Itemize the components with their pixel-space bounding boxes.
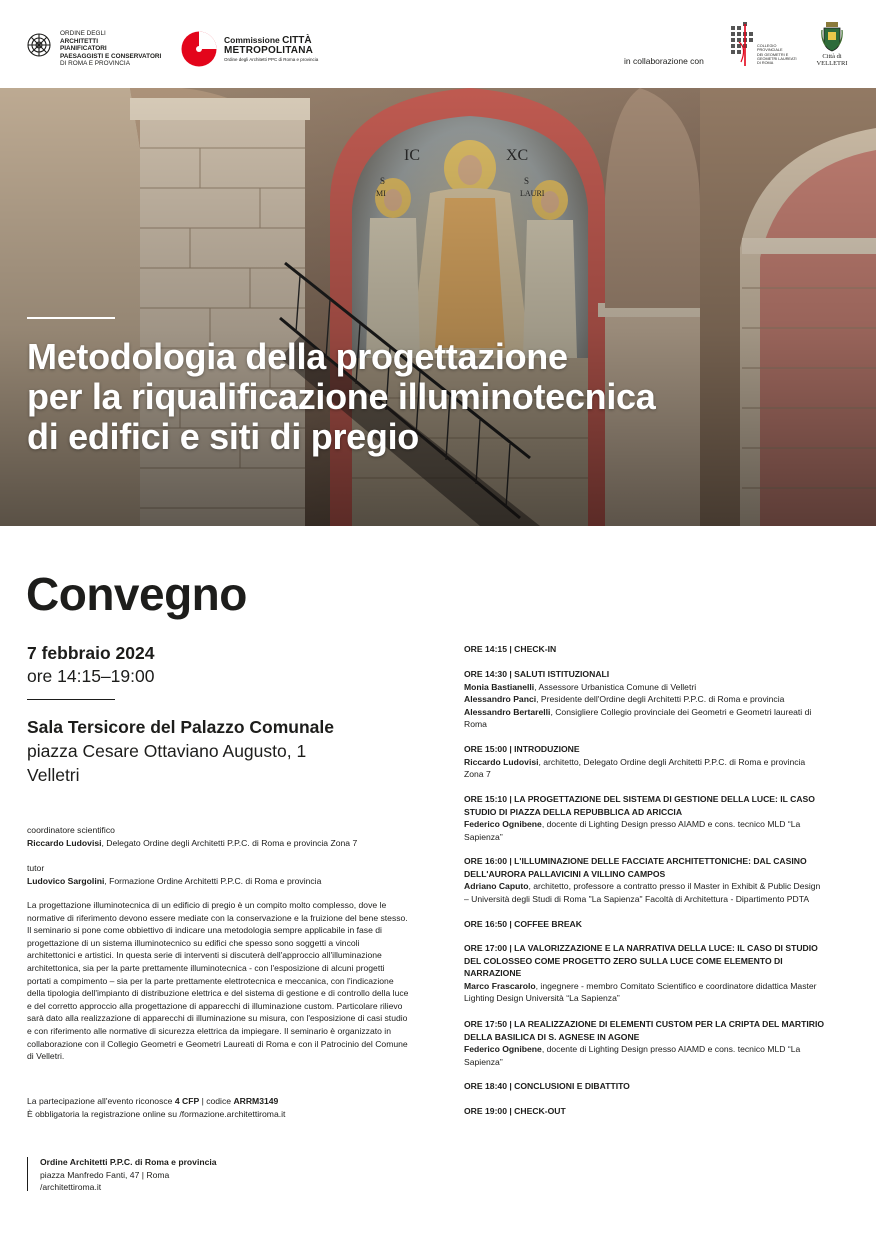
program-conclusions (464, 1080, 846, 1093)
event-venue: Sala Tersicore del Palazzo Comunale (27, 717, 335, 737)
venue-address: piazza Cesare Ottaviano Augusto, 1 (27, 741, 307, 761)
program-checkin (464, 643, 846, 656)
speaker-line (464, 756, 846, 769)
footer-bar (27, 1157, 28, 1191)
program-item-title: NARRAZIONE (464, 968, 522, 979)
speaker-line (464, 1043, 846, 1056)
red-circle-icon (181, 31, 217, 67)
footer-org-name: Ordine Architetti P.P.C. di Roma e provincia (40, 1157, 217, 1167)
speaker-role: , ingegnere - membro Comitato Scientifico e coordinatore didattica Master (535, 980, 817, 991)
event-type-heading: Convegno (26, 568, 247, 620)
speaker-line (464, 980, 846, 993)
credits-info (27, 1095, 278, 1108)
speaker-role: , docente di Lighting Design presso AIAMD e cons. tecnico MLD “La (541, 1044, 801, 1055)
hero-title-rule (27, 317, 115, 319)
tutor-role: , Formazione Ordine Architetti P.P.C. di Roma e provincia (104, 876, 322, 886)
speaker-line (464, 706, 846, 719)
velletri-line1: Città di (822, 53, 842, 60)
coordinator-name: Riccardo Ludovisi (27, 838, 102, 848)
geometri-logo-line: PROVINCIALE (757, 48, 783, 53)
program-item-title: ORE 18:40 | CONCLUSIONI E DIBATTITO (464, 1081, 630, 1091)
footer (40, 1156, 217, 1194)
program-saluti (464, 668, 846, 731)
coordinator-label: coordinatore scientifico (27, 825, 115, 835)
footer-web-link[interactable]: /architettiroma.it (40, 1182, 102, 1193)
citta-di-velletri-logo (812, 22, 852, 68)
speaker-name: Adriano Caputo (464, 881, 529, 892)
program-item-title: ORE 17:00 | LA VALORIZZAZIONE E LA NARRATIVA DELLA LUCE: IL CASO DI STUDIO (464, 943, 818, 953)
program-1510 (464, 793, 846, 843)
velletri-line2: VELLETRI (816, 60, 848, 67)
tutor (27, 875, 321, 888)
program-item-title: DELLA BASILICA DI S. AGNESE IN AGONE (464, 1031, 640, 1042)
ordine-logo-line: ARCHITETTI (60, 37, 98, 45)
rose-emblem-icon (26, 30, 52, 64)
event-title-line: di edifici e siti di pregio (27, 416, 419, 457)
commissione-word: Commissione (224, 35, 280, 45)
program-item-title: STUDIO DI PIAZZA DELLA REPUBBLICA AD ARICCIA (464, 806, 683, 817)
metropolitana-word: METROPOLITANA (224, 45, 314, 56)
geometri-logo-text (757, 44, 801, 65)
footer-address: piazza Manfredo Fanti, 47 | Roma (40, 1169, 170, 1180)
event-title (27, 337, 827, 457)
speaker-name: Riccardo Ludovisi (464, 756, 539, 767)
crypt-fresco-illustration (0, 88, 876, 526)
ordine-logo-line: PAESAGGISTI E CONSERVATORI (60, 52, 162, 60)
speaker-role-cont: Sapienza” (464, 1056, 503, 1067)
geometri-emblem-icon (729, 22, 759, 68)
program-item-title: ORE 16:50 | COFFEE BREAK (464, 919, 582, 929)
speaker-role-cont: Roma (464, 719, 487, 730)
speaker-role-cont: Sapienza” (464, 831, 503, 842)
credits-pre: La partecipazione all'evento riconosce (27, 1096, 175, 1106)
program-item-title: ORE 19:00 | CHECK-OUT (464, 1106, 566, 1116)
event-time: ore 14:15–19:00 (27, 666, 155, 686)
speaker-role: , architetto, Delegato Ordine degli Architetti P.P.C. di Roma e provincia (538, 756, 806, 767)
speaker-role-cont: Zona 7 (464, 769, 491, 780)
commissione-citta-metropolitana-logo (181, 31, 331, 67)
program-intro (464, 743, 846, 781)
collaboration-text: in collaborazione con (624, 56, 704, 66)
credits-mid: | codice (199, 1096, 234, 1106)
collegio-geometri-logo (729, 22, 799, 68)
program-1700 (464, 942, 846, 1005)
program-item-title: ORE 15:10 | LA PROGETTAZIONE DEL SISTEMA DI GESTIONE DELLA LUCE: IL CASO (464, 794, 815, 804)
speaker-role: , Presidente dell'Ordine degli Architetti P.P.C. di Roma e provincia (536, 694, 785, 705)
event-description: La progettazione illuminotecnica di un edificio di pregio è un compito molto complesso, dove le normative di riferimento devono essere mediate con la conservazione e la fruizione del bene stesso. Il seminario si pone come obbiettivo di indicare una metodologia sempre applicabile in fase di progettazione di un sistema illuminotecnico su edifici che spesso sono soggetti a vincoli architettonici e artistici. In questa serie di interventi si discuterà dell'approccio all'illuminazione architettonica, sia per la parte prettamente illuminotecnica - con l'esposizione di alcuni progetti portati a compimento – sia per la parte prettamente elettrotecnica e meccanica, con l'indicazione della tipologia dell'impianto di distribuzione elettrica e del sistema di gestione e di controllo della luce e del corretto approccio alla progettazione di apparecchi di illuminazione custom. Particolare rilievo sarà dato alla realizzazione di apparecchi di illuminazione su misura, con l'esposizione di casi studio e con riferimento alle normative di sicurezza elettrica da impiegare. Il seminario è organizzato in collaborazione con il Collegio Geometri e Geometri Laureati di Roma e con il Patrocinio del Comune di Velletri. (27, 900, 409, 1062)
ordine-logo-text (60, 30, 161, 68)
registration-info: È obbligatoria la registrazione online su /formazione.architettiroma.it (27, 1109, 286, 1119)
program-item-title: DELL'AURORA PALLAVICINI A VILLINO CAMPOS (464, 868, 666, 879)
coordinator (27, 837, 357, 850)
speaker-role-cont: Lighting Design Università “La Sapienza” (464, 993, 620, 1004)
divider (27, 699, 115, 700)
speaker-line (464, 880, 846, 893)
speaker-name: Monia Bastianelli (464, 681, 535, 692)
program-item-title: DEL COLOSSEO COME PROGETTO ZERO SULLA LUCE COME ELEMENTO DI (464, 955, 783, 966)
speaker-name: Federico Ognibene (464, 819, 542, 830)
ordine-logo-line: DI ROMA E PROVINCIA (60, 60, 130, 68)
geometri-logo-line: DEI GEOMETRI E (757, 52, 789, 57)
commissione-subtitle: Ordine degli Architetti PPC di Roma e provincia (224, 57, 319, 62)
citta-word: CITTÀ (282, 35, 312, 46)
speaker-name: Alessandro Panci (464, 694, 537, 705)
speaker-role: , Assessore Urbanistica Comune di Velletri (534, 681, 697, 692)
coordinator-role: , Delegato Ordine degli Architetti P.P.C. di Roma e provincia Zona 7 (101, 838, 358, 848)
program-item-title: ORE 14:15 | CHECK-IN (464, 644, 557, 654)
geometri-logo-line: DI ROMA (757, 61, 774, 66)
speaker-role: , architetto, professore a contratto presso il Master in Exhibit & Public Design (528, 881, 821, 892)
venue-city: Velletri (27, 765, 80, 785)
tutor-label: tutor (27, 863, 45, 873)
program-checkout (464, 1105, 846, 1118)
geometri-logo-line: GEOMETRI LAUREATI (757, 56, 797, 61)
program-1600 (464, 855, 846, 905)
event-title-line: Metodologia della progettazione (27, 336, 568, 377)
speaker-line (464, 818, 846, 831)
header (0, 0, 876, 88)
program-coffee (464, 918, 846, 931)
credits-cfp: 4 CFP (174, 1096, 200, 1106)
speaker-name: Federico Ognibene (464, 1044, 542, 1055)
speaker-role-cont: – Università degli Studi di Roma "La Sapienza" Facoltà di Architettura - Dipartimento PDTA (464, 893, 810, 904)
speaker-line (464, 693, 846, 706)
event-date: 7 febbraio 2024 (27, 643, 155, 663)
ordine-logo-line: ORDINE DEGLI (60, 30, 106, 37)
ordine-architetti-logo (26, 30, 166, 70)
program-item-title: ORE 16:00 | L'ILLUMINAZIONE DELLE FACCIATE ARCHITETTONICHE: DAL CASINO (464, 856, 807, 866)
velletri-logo-text (812, 53, 852, 67)
program-item-title: ORE 17:50 | LA REALIZZAZIONE DI ELEMENTI CUSTOM PER LA CRIPTA DEL MARTIRIO (464, 1019, 825, 1029)
speaker-name: Marco Frascarolo (464, 980, 536, 991)
credits-code: ARRM3149 (233, 1096, 279, 1106)
speaker-name: Alessandro Bertarelli (464, 706, 551, 717)
speaker-role: , Consigliere Collegio provinciale dei Geometri e Geometri laureati di (550, 706, 812, 717)
program-item-title: ORE 15:00 | INTRODUZIONE (464, 744, 580, 754)
program-1750 (464, 1018, 846, 1068)
program-item-title: ORE 14:30 | SALUTI ISTITUZIONALI (464, 669, 610, 679)
geometri-logo-line: COLLEGIO (757, 44, 777, 48)
speaker-role: , docente di Lighting Design presso AIAMD e cons. tecnico MLD “La (541, 819, 801, 830)
velletri-crest-icon (821, 22, 843, 52)
footer-org (40, 1156, 217, 1169)
tutor-name: Ludovico Sargolini (27, 876, 105, 886)
ordine-logo-line: PIANIFICATORI (60, 45, 107, 53)
hero-image (0, 88, 876, 526)
speaker-line (464, 681, 846, 694)
event-title-line: per la riqualificazione illuminotecnica (27, 376, 656, 417)
